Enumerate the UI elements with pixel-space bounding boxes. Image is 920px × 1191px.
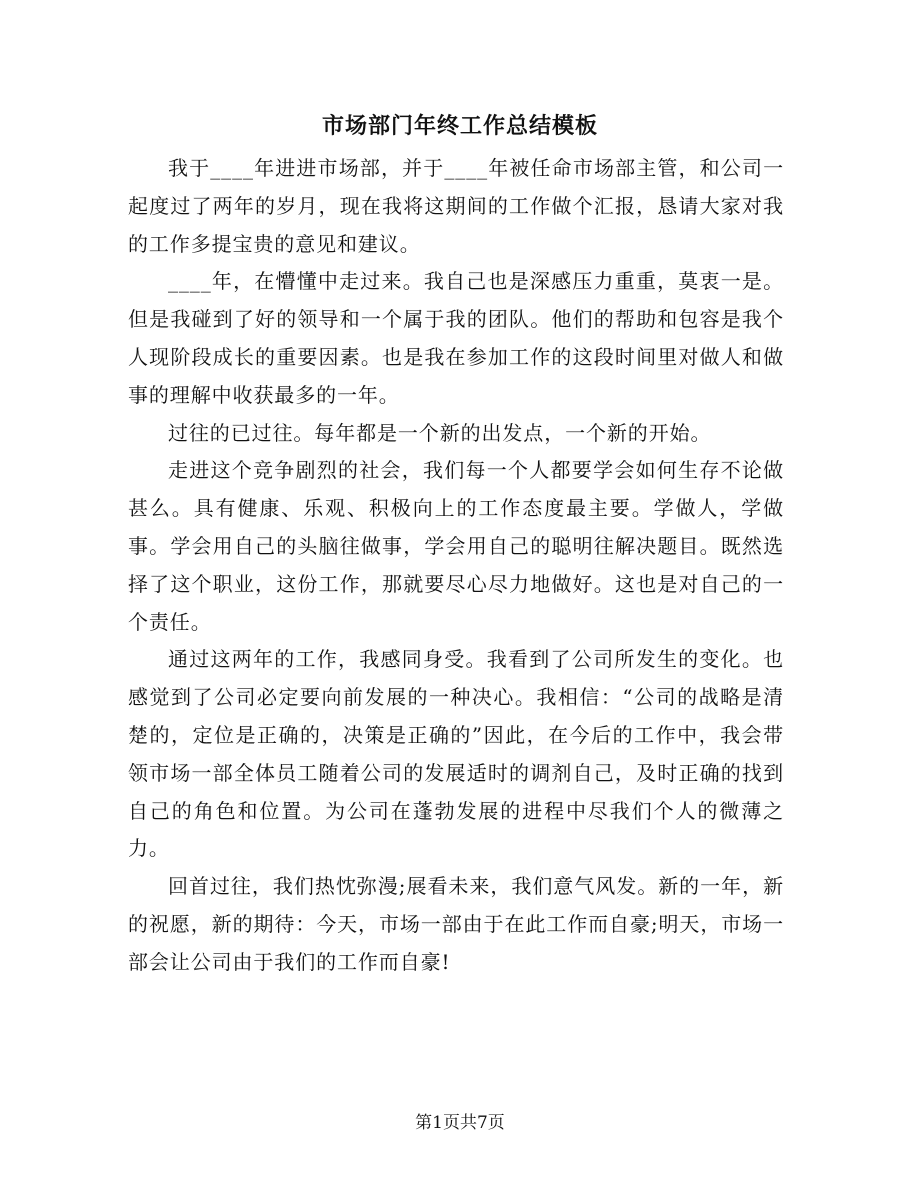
page-footer: 第1页共7页 <box>415 1113 505 1133</box>
paragraph-4: 走进这个竞争剧烈的社会，我们每一个人都要学会如何生存不论做甚么。具有健康、乐观、积极向上的工作态度最主要。学做人，学做事。学会用自己的头脑往做事，学会用自己的聪明往解决题目。既然选择了这个职业，这份工作，那就要尽心尽力地做好。这也是对自己的一个责任。 <box>128 458 784 634</box>
paragraph-5: 通过这两年的工作，我感同身受。我看到了公司所发生的变化。也感觉到了公司必定要向前发展的一种决心。我相信：“公司的战略是清楚的，定位是正确的，决策是正确的”因此，在今后的工作中，我会带领市场一部全体员工随着公司的发展适时的调剂自己，及时正确的找到自己的角色和位置。为公司在蓬勃发展的进程中尽我们个人的微薄之力。 <box>128 647 784 861</box>
paragraph-2: ____年，在懵懂中走过来。我自己也是深感压力重重，莫衷一是。但是我碰到了好的领导和一个属于我的团队。他们的帮助和包容是我个人现阶段成长的重要因素。也是我在参加工作的这段时间里对做人和做事的理解中收获最多的一年。 <box>128 269 784 407</box>
document-title: 市场部门年终工作总结模板 <box>321 113 598 139</box>
paragraph-6: 回首过往，我们热忱弥漫;展看未来，我们意气风发。新的一年，新的祝愿，新的期待：今天，市场一部由于在此工作而自豪;明天，市场一部会让公司由于我们的工作而自豪! <box>128 874 784 974</box>
paragraph-3: 过往的已过往。每年都是一个新的出发点，一个新的开始。 <box>168 420 712 445</box>
paragraph-1: 我于____年进进市场部，并于____年被任命市场部主管，和公司一起度过了两年的岁月，现在我将这期间的工作做个汇报，恳请大家对我的工作多提宝贵的意见和建议。 <box>128 156 784 256</box>
document-body <box>128 150 784 982</box>
